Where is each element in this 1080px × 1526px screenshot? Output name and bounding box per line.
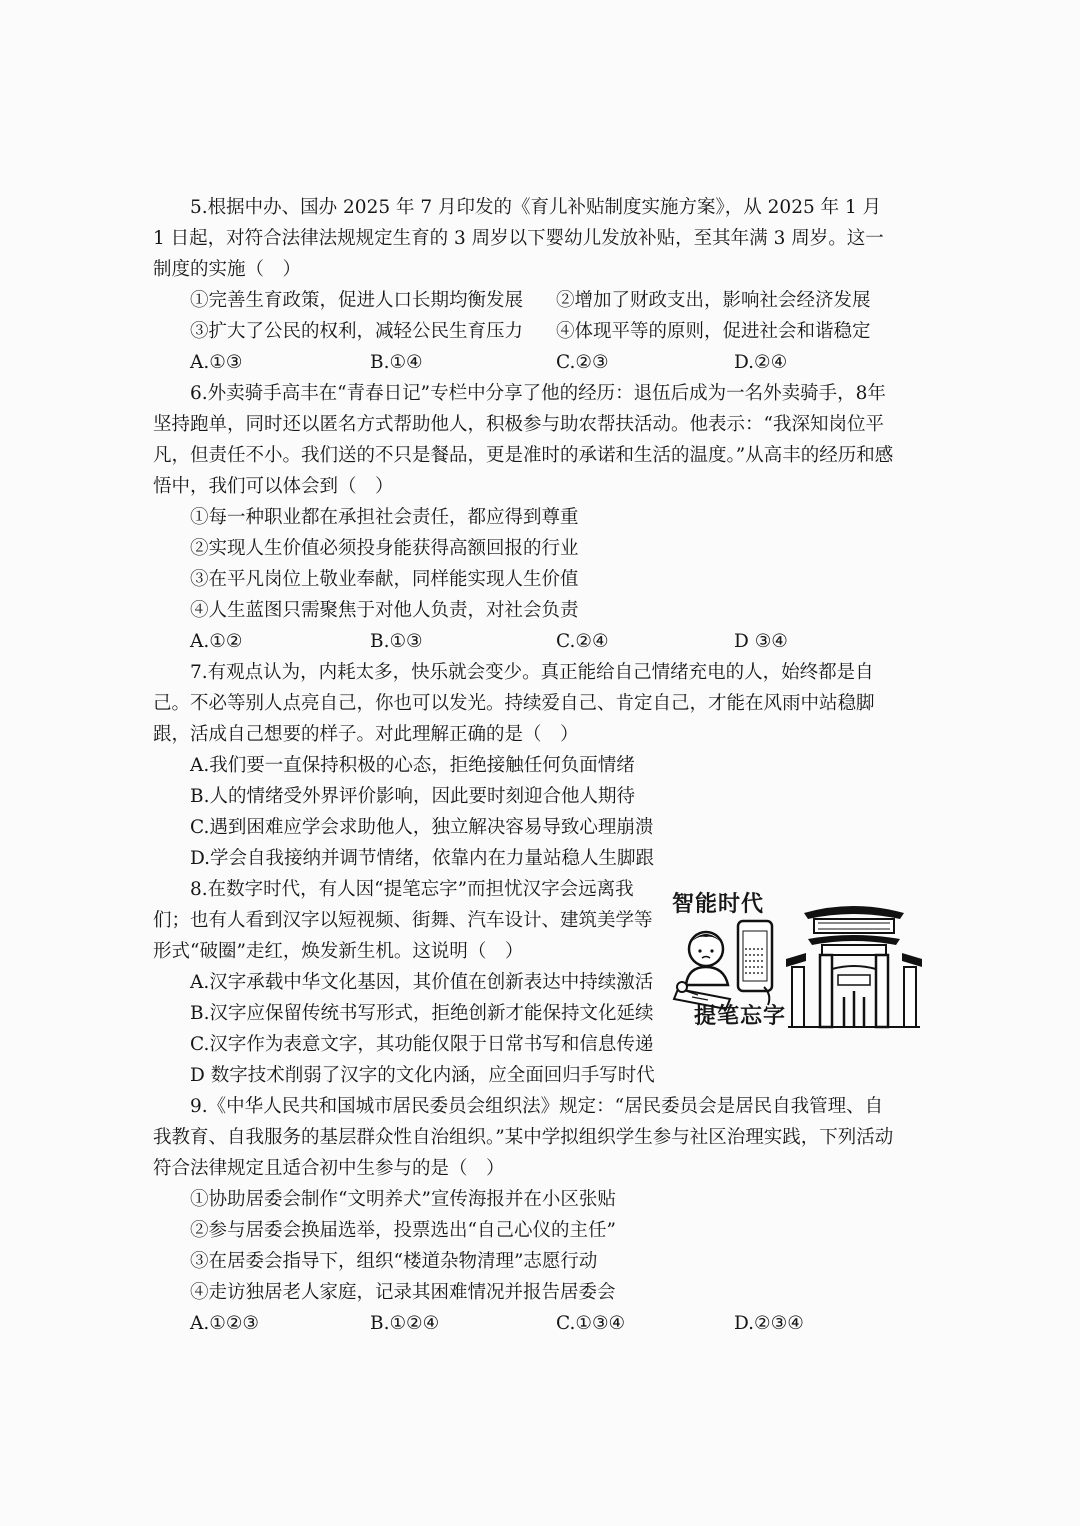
question-5-statement-row-2 xyxy=(153,316,898,347)
statement: ②实现人生价值必须投身能获得高额回报的行业 xyxy=(190,538,579,559)
choice-c[interactable]: C.②③ xyxy=(556,352,609,373)
choice-d[interactable]: D ③④ xyxy=(734,631,788,652)
option-c[interactable]: C.汉字作为表意文字，其功能仅限于日常书写和信息传递 xyxy=(190,1034,654,1055)
option-c[interactable]: C.遇到困难应学会求助他人，独立解决容易导致心理崩溃 xyxy=(190,817,654,838)
cartoon-caption: 提笔忘字 xyxy=(694,1004,787,1029)
question-9 xyxy=(153,1091,898,1339)
choice-d[interactable]: D.②③④ xyxy=(734,1313,804,1334)
question-6 xyxy=(153,378,898,657)
statement: ①协助居委会制作“文明养犬”宣传海报并在小区张贴 xyxy=(190,1189,616,1210)
question-9-stem: 9.《中华人民共和国城市居民委员会组织法》规定：“居民委员会是居民自我管理、自我教育、自我服务的基层群众性自治组织。”某中学拟组织学生参与社区治理实践，下列活动符合法律规定且适合初中生参与的是（ ） xyxy=(153,1096,894,1179)
statement: ①完善生育政策，促进人口长期均衡发展 xyxy=(190,290,524,311)
statement: ④走访独居老人家庭，记录其困难情况并报告居委会 xyxy=(190,1282,616,1303)
choice-a[interactable]: A.①②③ xyxy=(190,1313,259,1334)
option-a[interactable]: A.我们要一直保持积极的心态，拒绝接触任何负面情绪 xyxy=(190,755,635,776)
statement: ②参与居委会换届选举，投票选出“自己心仪的主任” xyxy=(190,1220,616,1241)
option-d[interactable]: D.学会自我接纳并调节情绪，依靠内在力量站稳人生脚跟 xyxy=(190,848,655,869)
cartoon-title: 智能时代 xyxy=(672,892,765,917)
choice-c[interactable]: C.②④ xyxy=(556,631,609,652)
question-5 xyxy=(153,192,898,378)
choice-a[interactable]: A.①③ xyxy=(190,352,243,373)
choice-b[interactable]: B.①②④ xyxy=(370,1313,440,1334)
choice-c[interactable]: C.①③④ xyxy=(556,1313,626,1334)
option-b[interactable]: B.汉字应保留传统书写形式，拒绝创新才能保持文化延续 xyxy=(190,1003,654,1024)
choice-b[interactable]: B.①③ xyxy=(370,631,423,652)
question-8-stem: 8.在数字时代，有人因“提笔忘字”而担忧汉字会远离我们；也有人看到汉字以短视频、街舞、汽车设计、建筑美学等形式“破圈”走红，焕发新生机。这说明（ ） xyxy=(153,879,653,962)
statement: ①每一种职业都在承担社会责任，都应得到尊重 xyxy=(190,507,579,528)
statement: ③扩大了公民的权利，减轻公民生育压力 xyxy=(190,321,524,342)
choice-a[interactable]: A.①② xyxy=(190,631,243,652)
option-a[interactable]: A.汉字承载中华文化基因，其价值在创新表达中持续激活 xyxy=(190,972,654,993)
question-6-choices xyxy=(153,626,898,657)
question-5-statement-row-1 xyxy=(153,285,898,316)
statement: ④体现平等的原则，促进社会和谐稳定 xyxy=(556,321,871,342)
question-8-cartoon xyxy=(668,887,924,1037)
question-list xyxy=(153,192,898,1339)
choice-d[interactable]: D.②④ xyxy=(734,352,788,373)
option-b[interactable]: B.人的情绪受外界评价影响，因此要时刻迎合他人期待 xyxy=(190,786,635,807)
option-d[interactable]: D 数字技术削弱了汉字的文化内涵，应全面回归手写时代 xyxy=(190,1065,655,1086)
question-5-stem: 5.根据中办、国办 2025 年 7 月印发的《育儿补贴制度实施方案》，从 2025 年 1 月 1 日起，对符合法律法规规定生育的 3 周岁以下婴幼儿发放补贴，至其年满 3 周岁。这一制度的实施（ ） xyxy=(153,197,884,280)
statement: ④人生蓝图只需聚焦于对他人负责，对社会负责 xyxy=(190,600,579,621)
statement: ②增加了财政支出，影响社会经济发展 xyxy=(556,290,871,311)
question-6-stem: 6.外卖骑手高丰在“青春日记”专栏中分享了他的经历：退伍后成为一名外卖骑手，8年坚持跑单，同时还以匿名方式帮助他人，积极参与助农帮扶活动。他表示：“我深知岗位平凡，但责任不小。我们送的不只是餐品，更是准时的承诺和生活的温度。”从高丰的经历和感悟中，我们可以体会到（ ） xyxy=(153,383,894,497)
question-7 xyxy=(153,657,898,874)
question-9-choices xyxy=(153,1308,898,1339)
question-5-choices xyxy=(153,347,898,378)
choice-b[interactable]: B.①④ xyxy=(370,352,423,373)
statement: ③在平凡岗位上敬业奉献，同样能实现人生价值 xyxy=(190,569,579,590)
question-7-stem: 7.有观点认为，内耗太多，快乐就会变少。真正能给自己情绪充电的人，始终都是自己。不必等别人点亮自己，你也可以发光。持续爱自己、肯定自己，才能在风雨中站稳脚跟，活成自己想要的样子。对此理解正确的是（ ） xyxy=(153,662,875,745)
statement: ③在居委会指导下，组织“楼道杂物清理”志愿行动 xyxy=(190,1251,598,1272)
